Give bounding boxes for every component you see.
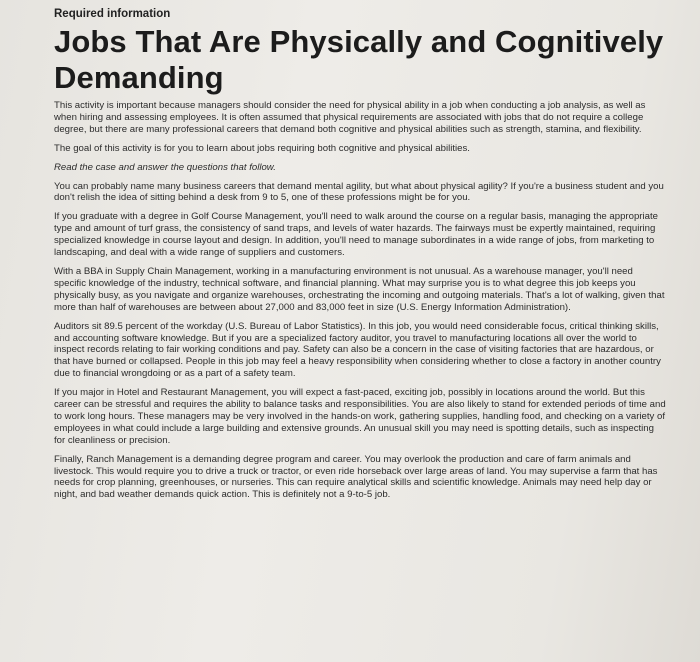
page-title: Jobs That Are Physically and Cognitively Demanding [54, 24, 664, 95]
paragraph-goal: The goal of this activity is for you to learn about jobs requiring both cognitive and physical abilities. [54, 142, 470, 154]
paragraph-auditors: Auditors sit 89.5 percent of the workday (U.S. Bureau of Labor Statistics). In this job, you would need considerable focus, critical thinking skills, and accounting software knowledge. But if you are a specialized factory auditor, you travel to manufacturing locations all over the world to inspect records relating to fair working conditions and pay. Safety can also be a concern in the case of visiting factories that are hazardous, or that have burned or collapsed. People in this job may feel a heavy responsibility when considering whether to close a factory in another country due to financial wrongdoing or as a part of a safety team. [54, 320, 661, 380]
paragraph-intro: This activity is important because managers should consider the need for physical ability in a job when conducting a job analysis, as well as when hiring and assessing employees. It is often assumed that physical requirements are associated with jobs that do not require a college degree, but there are many professional careers that demand both cognitive and physical abilities such as strength, stamina, and flexibility. [54, 100, 646, 135]
paragraph-instructions: Read the case and answer the questions that follow. [54, 161, 276, 173]
required-information-header: Required information [54, 8, 171, 20]
paragraph-ranch: Finally, Ranch Management is a demanding degree program and career. You may overlook the production and care of farm animals and livestock. This would require you to drive a truck or tractor, or even ride horseback over large areas of land. You may supervise a farm that has needs for crop planning, greenhouses, or nurseries. This can require analytical skills and scientific knowledge. Animals may need help day or night, and bad weather demands quick action. This is definitely not a 9-to-5 job. [54, 453, 658, 501]
paragraph-agility: You can probably name many business careers that demand mental agility, but what about physical agility? If you're a business student and you don't relish the idea of sitting behind a desk from 9 to 5, one of these professions might be for you. [54, 180, 664, 204]
paragraph-supply-chain: With a BBA in Supply Chain Management, working in a manufacturing environment is not unusual. As a warehouse manager, you'll need specific knowledge of the industry, technical software, and financial planning. What may surprise you is to what degree this job keeps you physically busy, as you navigate and organize warehouses, orchestrating the incoming and outgoing materials. That's a lot of walking, given that more than half of warehouses are between about 27,000 and 83,000 feet in size (U.S. Energy Information Administration). [54, 265, 665, 313]
paragraph-hotel-restaurant: If you major in Hotel and Restaurant Management, you will expect a fast-paced, exciting job, possibly in locations around the world. But this career can be stressful and requires the ability to balance tasks and responsibilities. You are also likely to stand for extended periods of time and to work long hours. These managers may be very involved in the hands-on work, gathering supplies, handling food, and checking on a variety of employees in what could include a large building and extensive grounds. An unusual skill you may need is spotting details, such as inspecting for cleanliness or precision. [54, 387, 666, 446]
paragraph-golf-course: If you graduate with a degree in Golf Course Management, you'll need to walk around the course on a regular basis, managing the appropriate type and amount of turf grass, the consistency of sand traps, and levels of water hazards. The fairways must be expertly maintained, requiring specialized knowledge in course layout and design. In addition, you'll need to manage subordinates in a wide range of jobs, from marketing to landscaping, and deal with a wide range of suppliers and customers. [54, 211, 658, 259]
